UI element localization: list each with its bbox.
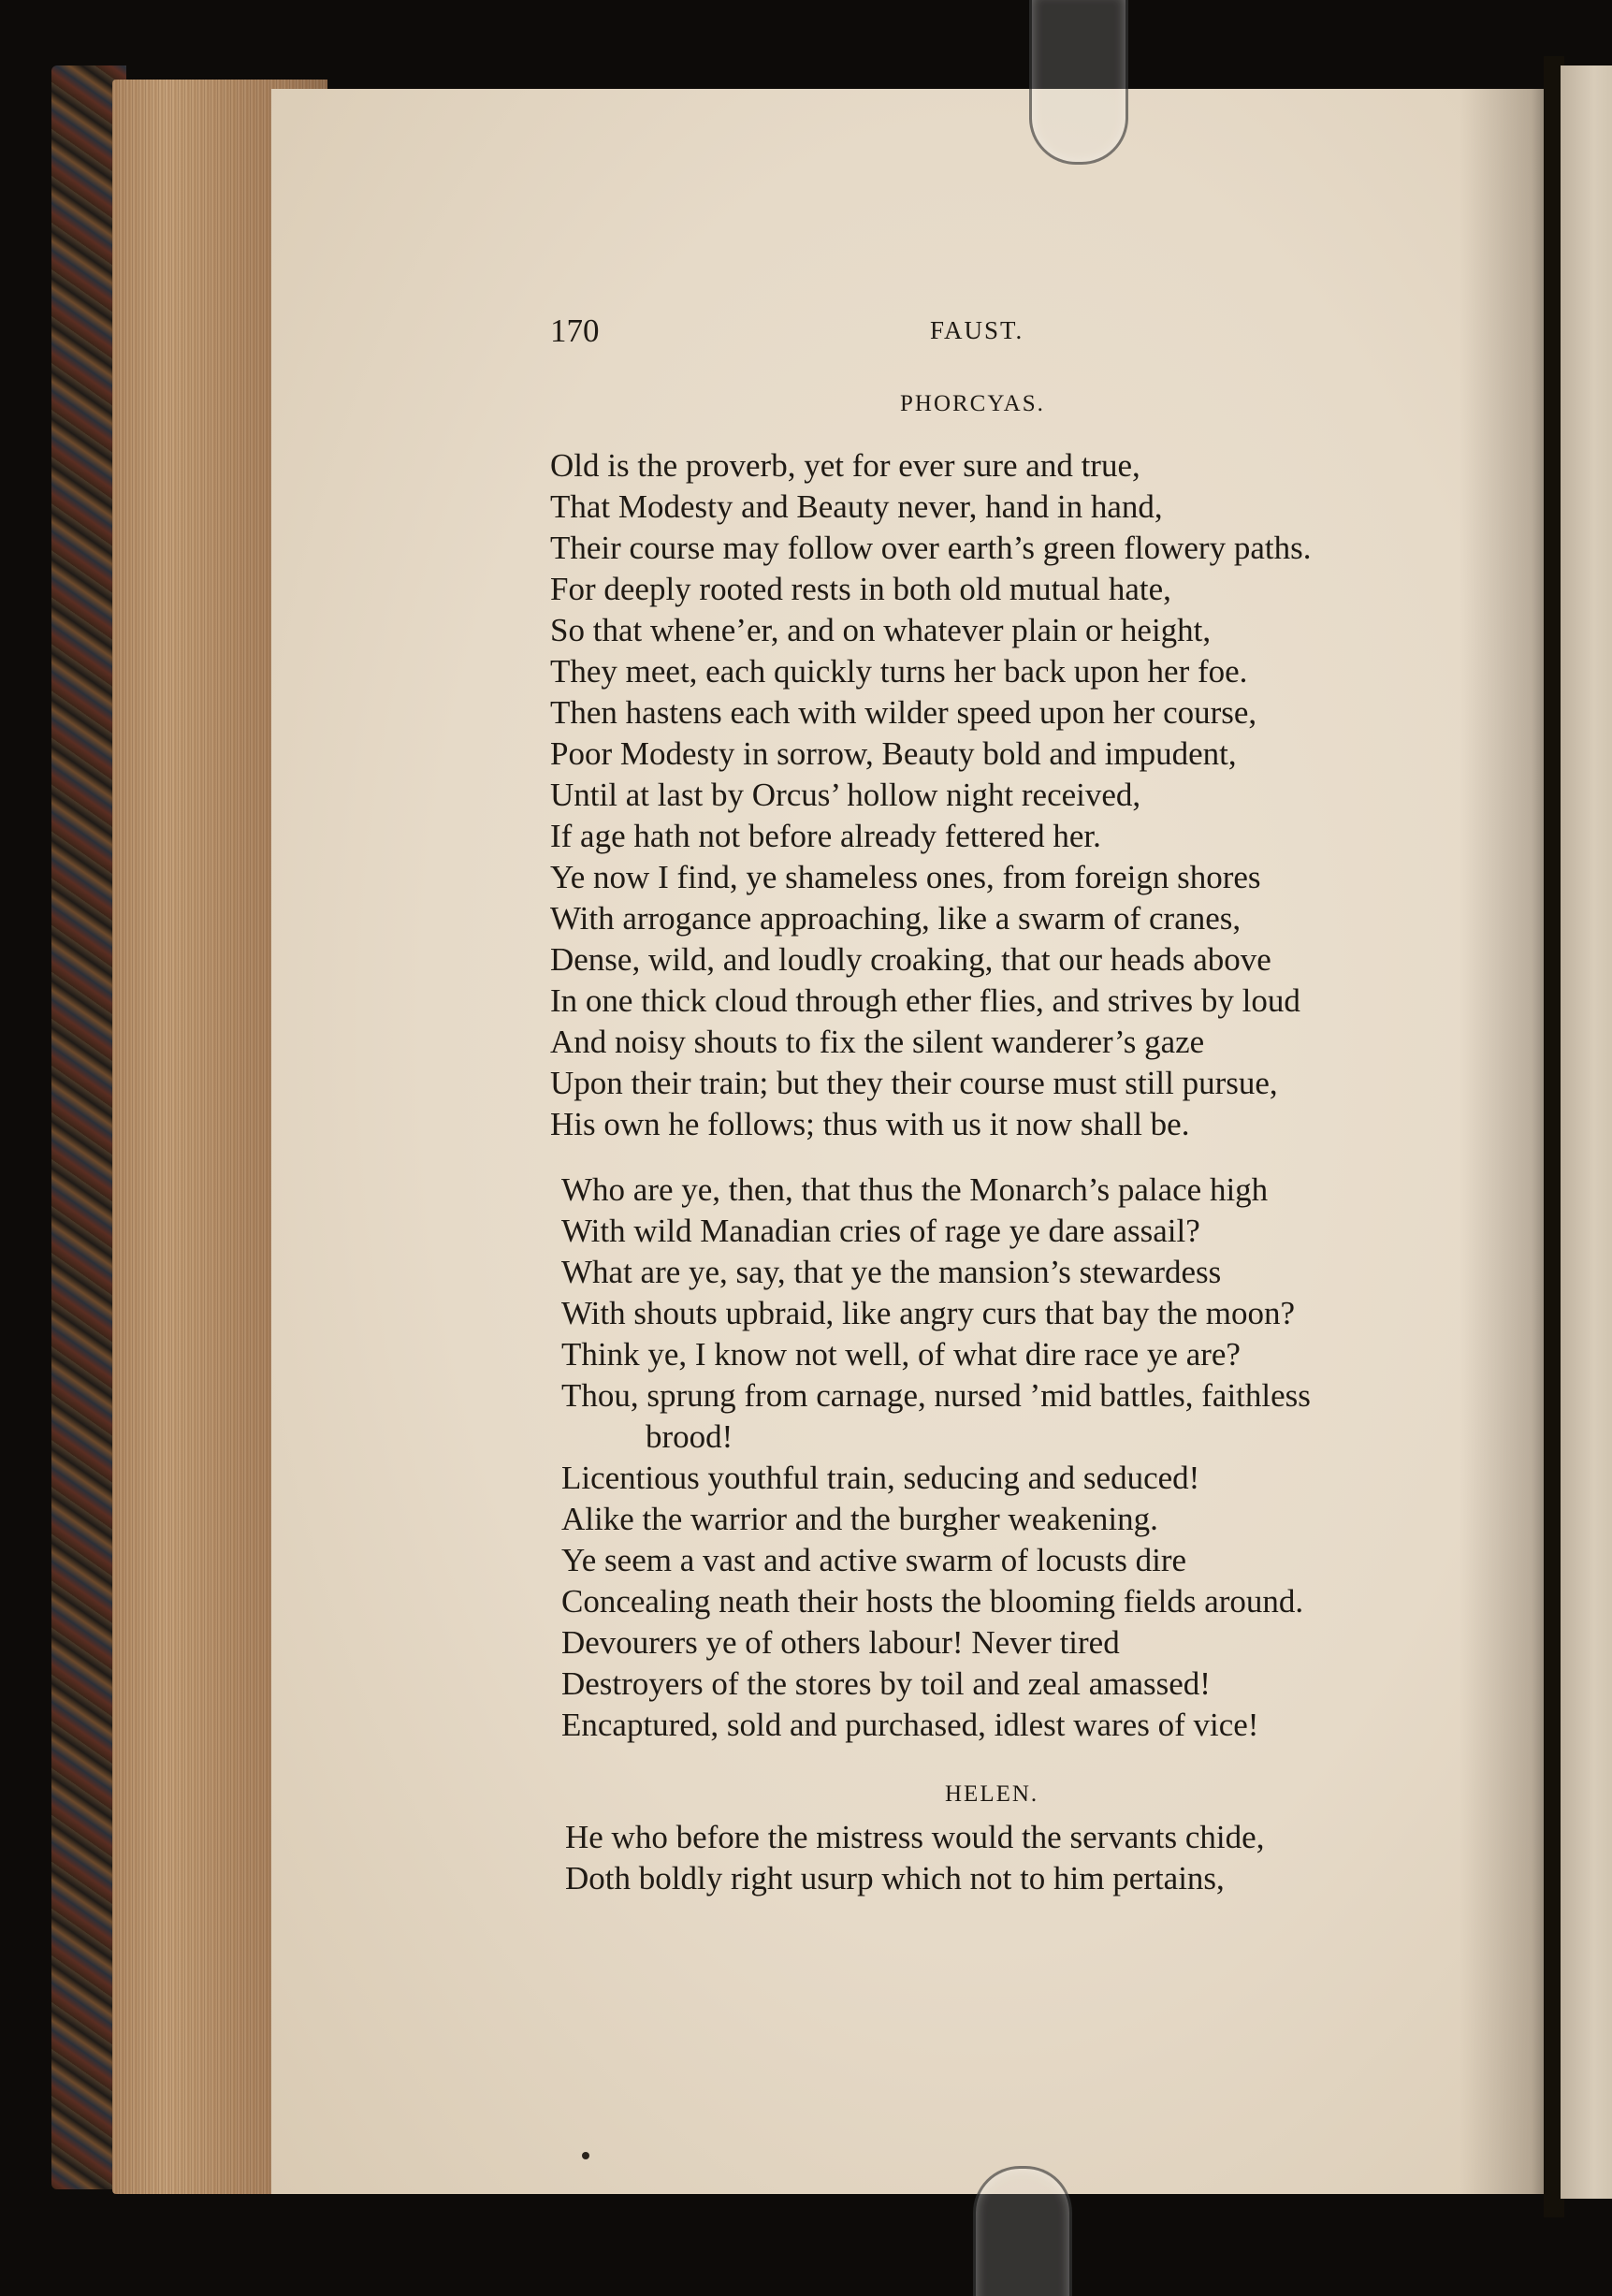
verse-line: He who before the mistress would the servants chide, — [565, 1819, 1265, 1855]
verse-line: His own he follows; thus with us it now shall be. — [550, 1106, 1190, 1142]
verse-line: With arrogance approaching, like a swarm of cranes, — [550, 900, 1242, 937]
verse-line: That Modesty and Beauty never, hand in hand, — [550, 488, 1163, 525]
verse-stanza — [561, 1170, 1311, 1746]
verse-line: So that whene’er, and on whatever plain or height, — [550, 612, 1212, 648]
verse-line: Thou, sprung from carnage, nursed ’mid battles, faithless — [561, 1377, 1311, 1414]
verse-line: Until at last by Orcus’ hollow night received, — [550, 777, 1141, 813]
verse-line: Licentious youthful train, seducing and seduced! — [561, 1460, 1200, 1496]
verse-line-continuation: brood! — [646, 1418, 733, 1455]
verse-line: With shouts upbraid, like angry curs that bay the moon? — [561, 1295, 1295, 1331]
verse-line: Think ye, I know not well, of what dire race ye are? — [561, 1336, 1241, 1373]
page-clip-bottom — [973, 2166, 1072, 2296]
verse-line: With wild Manadian cries of rage ye dare assail? — [561, 1213, 1200, 1249]
verse-line: Destroyers of the stores by toil and zeal amassed! — [561, 1665, 1211, 1702]
verse-stanza — [565, 1817, 1264, 1899]
verse-line: Ye seem a vast and active swarm of locusts dire — [561, 1542, 1187, 1578]
verse-line: Their course may follow over earth’s green flowery paths. — [550, 530, 1312, 566]
verse-line: Alike the warrior and the burgher weakening. — [561, 1501, 1158, 1537]
verse-line: And noisy shouts to fix the silent wanderer’s gaze — [550, 1024, 1205, 1060]
verse-stanza — [550, 445, 1311, 1145]
verse-line: Dense, wild, and loudly croaking, that our heads above — [550, 941, 1271, 978]
facing-page — [1561, 65, 1612, 2199]
running-head: FAUST. — [930, 316, 1024, 344]
verse-line: Ye now I find, ye shameless ones, from foreign shores — [550, 859, 1261, 895]
page-number: 170 — [550, 312, 600, 349]
verse-line: Old is the proverb, yet for ever sure and true, — [550, 447, 1140, 484]
verse-line: They meet, each quickly turns her back upon her foe. — [550, 653, 1248, 690]
verse-line: If age hath not before already fettered her. — [550, 818, 1101, 854]
verse-line: Poor Modesty in sorrow, Beauty bold and impudent, — [550, 735, 1237, 772]
verse-line: Upon their train; but they their course must still pursue, — [550, 1065, 1278, 1101]
speaker-heading: PHORCYAS. — [900, 391, 1045, 416]
verse-line: In one thick cloud through ether flies, and strives by loud — [550, 982, 1300, 1019]
verse-line: For deeply rooted rests in both old mutual hate, — [550, 571, 1171, 607]
verse-line: Concealing neath their hosts the blooming fields around. — [561, 1583, 1304, 1620]
verse-line: What are ye, say, that ye the mansion’s stewardess — [561, 1254, 1222, 1290]
verse-line: Encaptured, sold and purchased, idlest wares of vice! — [561, 1707, 1259, 1743]
verse-line: Doth boldly right usurp which not to him pertains, — [565, 1860, 1225, 1896]
ink-speck — [582, 2152, 589, 2159]
page-clip-top — [1029, 0, 1128, 165]
verse-line: Then hastens each with wilder speed upon her course, — [550, 694, 1257, 731]
verse-line: Who are ye, then, that thus the Monarch’s palace high — [561, 1171, 1269, 1208]
verse-line: Devourers ye of others labour! Never tired — [561, 1624, 1120, 1661]
speaker-heading: HELEN. — [945, 1781, 1039, 1807]
